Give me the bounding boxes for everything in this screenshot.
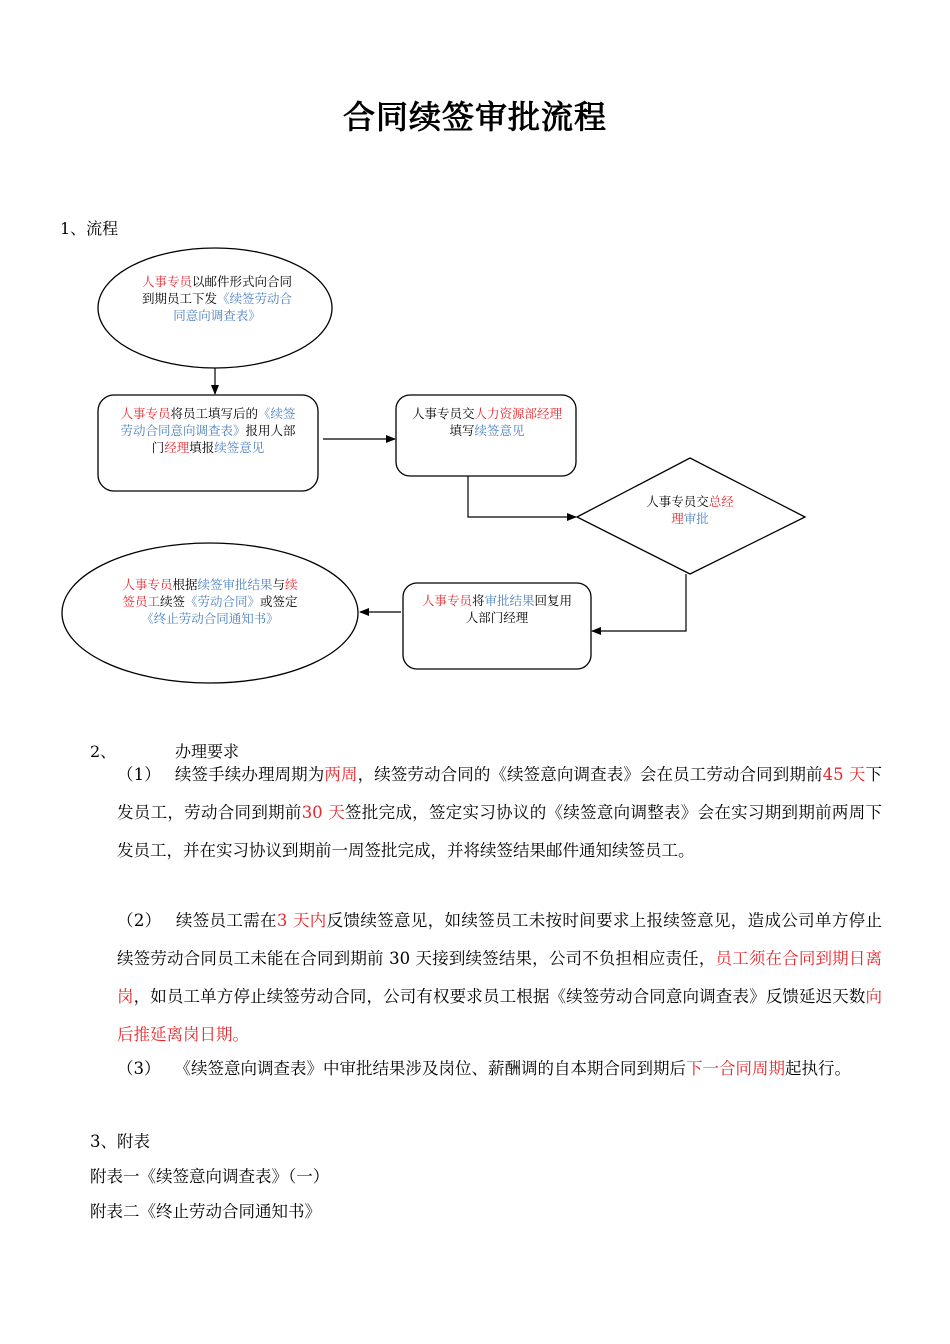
flow-node-3-hr-manager: 人力资源部经理 xyxy=(474,406,563,421)
requirement-1-text-d: 签批完成，签定实习协议的《续签意向调整表》会在实习期到期前两周下发员工，并在实习协议到期前一周签批完成，并将续签结果邮件通知续签员工。 xyxy=(117,803,882,860)
flow-node-2-text-c: 填报 xyxy=(189,440,215,455)
flow-node-5-actor: 人事专员 xyxy=(421,593,472,608)
flow-node-3-opinion: 续签意见 xyxy=(474,423,525,438)
flow-node-6-contract: 《劳动合同》 xyxy=(185,594,261,609)
flow-node-2-text-b: 报用人部门 xyxy=(151,423,296,455)
flow-node-4-approve: 审批 xyxy=(683,511,709,526)
flow-node-6-result: 续签审批结果 xyxy=(197,577,273,592)
requirement-1-highlight-b: 45 天 xyxy=(822,765,866,784)
flow-node-6-text-d: 或签定 xyxy=(260,594,298,609)
requirement-1-num: （1） xyxy=(117,765,161,784)
section-2-number: 2、 xyxy=(90,742,117,761)
flow-arrow-4-5 xyxy=(592,574,686,631)
requirement-2 xyxy=(117,902,882,1054)
requirement-2-text-c: ，如员工单方停止续签劳动合同，公司有权要求员工根据《续签劳动合同意向调查表》反馈延迟天数 xyxy=(133,987,866,1006)
requirement-2-highlight-b: 员工须在合同到期日离岗 xyxy=(117,949,883,1006)
appendix-item-2: 附表二《终止劳动合同通知书》 xyxy=(90,1202,321,1221)
requirement-2-text-a: 续签员工需在 xyxy=(175,911,277,930)
flow-node-3-action: 填写 xyxy=(449,423,475,438)
requirement-1-text-a: 续签手续办理周期为 xyxy=(174,765,325,784)
flow-node-3-text xyxy=(410,405,564,439)
flow-node-5-text-b: 回复用人部门经理 xyxy=(465,593,573,625)
flow-node-6-text xyxy=(118,576,302,627)
flow-node-5-text xyxy=(418,592,576,626)
flow-node-6-employee: 续签员工 xyxy=(122,577,298,609)
flow-node-6-termination: 《终止劳动合同通知书》 xyxy=(141,611,279,626)
flow-node-4-actor: 人事专员交 xyxy=(646,494,709,509)
requirement-1 xyxy=(117,756,882,870)
requirement-1-highlight-a: 两周 xyxy=(324,765,358,784)
appendix-item-1: 附表一《续签意向调查表》（一） xyxy=(90,1167,330,1186)
flow-node-2-actor: 人事专员 xyxy=(120,406,171,421)
flow-node-1-text xyxy=(138,273,296,324)
requirement-3-num: （3） xyxy=(117,1059,161,1078)
flow-node-1-document: 《续签劳动合同意向调查表》 xyxy=(173,291,293,323)
requirement-3-text-b: 起执行。 xyxy=(785,1059,851,1078)
requirement-2-text-b: 反馈续签意见，如续签员工未按时间要求上报续签意见，造成公司单方停止续签劳动合同员工未能在合同到期前 30 天接到续签结果，公司不负担相应责任， xyxy=(117,911,883,968)
flow-node-4-text xyxy=(645,493,735,527)
requirement-1-text-b: ，续签劳动合同的《续签意向调查表》会在员工劳动合同到期前 xyxy=(357,765,823,784)
flow-node-6-text-a: 根据 xyxy=(172,577,198,592)
flow-node-6-text-c: 续签 xyxy=(159,594,185,609)
flow-node-6-actor: 人事专员 xyxy=(122,577,173,592)
requirement-3 xyxy=(117,1050,882,1088)
flow-node-2-text-a: 将员工填写后的 xyxy=(170,406,258,421)
requirement-2-highlight-c: 向后推延离岗日期。 xyxy=(117,987,883,1044)
section-flow-heading: 1、流程 xyxy=(60,219,119,238)
requirement-2-highlight-a: 3 天内 xyxy=(276,911,327,930)
flow-node-1-actor: 人事专员 xyxy=(141,274,192,289)
flow-node-2-manager: 经理 xyxy=(164,440,190,455)
section-2-heading: 办理要求 xyxy=(175,742,240,761)
flow-node-4-gm: 总经理 xyxy=(671,494,734,526)
section-3-heading: 3、附表 xyxy=(90,1132,150,1151)
flow-node-2-text xyxy=(116,405,300,456)
flow-node-5-text-a: 将 xyxy=(471,593,485,608)
flow-node-6-text-b: 与 xyxy=(272,577,286,592)
requirement-3-text-a: 《续签意向调查表》中审批结果涉及岗位、薪酬调的自本期合同到期后 xyxy=(174,1059,686,1078)
requirement-3-highlight-a: 下一合同周期 xyxy=(686,1059,785,1078)
requirement-2-num: （2） xyxy=(117,911,162,930)
page-title: 合同续签审批流程 xyxy=(342,98,607,136)
flow-node-3-actor: 人事专员交 xyxy=(411,406,475,421)
flow-node-5-result: 审批结果 xyxy=(484,593,535,608)
requirement-1-text-c: 下发员工，劳动合同到期前 xyxy=(117,765,883,822)
flow-arrow-3-4 xyxy=(468,476,576,517)
flow-node-2-opinion: 续签意见 xyxy=(214,440,265,455)
requirement-1-highlight-c: 30 天 xyxy=(301,803,346,822)
flow-node-2-document: 《续签劳动合同意向调查表》 xyxy=(120,406,296,438)
flow-node-1-action: 以邮件形式向合同到期员工下发 xyxy=(141,274,293,306)
